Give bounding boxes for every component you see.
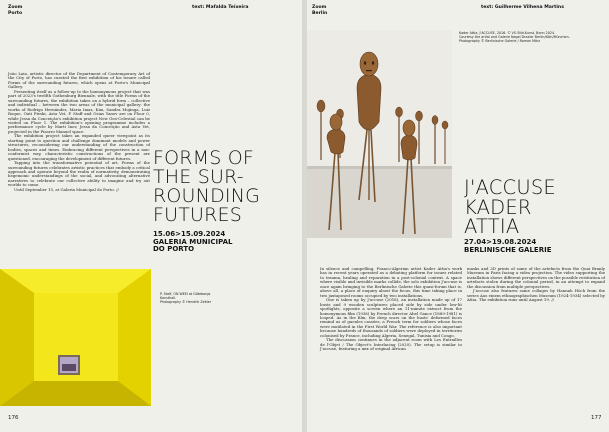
section-label: Zoom xyxy=(312,5,327,10)
paragraph: J'accuse also features some collages by Hannah Höch from the series Aus einem ethnographischen Museum (1924-1934) selected by Attia. The exhibition runs until August 19. // xyxy=(467,288,605,303)
page-number: 176 xyxy=(8,415,19,421)
exhibition-dates: 15.06>15.09.2024 xyxy=(153,230,226,238)
article-body-col1 xyxy=(320,267,462,352)
caption-line: Photography © Hendrik Zeitler xyxy=(160,300,212,304)
paragraph: In silence and compelling, Franco-Algerian artist Kader Attia's work has in recent years operated as a debating platform for issues related to trauma, healing and reparation in a post-colonial context. A space where visible and invisible marks collide, the solo exhibition J'accuse is once again bringing to the Berlinische Galerie this quasi-forum that is, above all, a place of enquiry about the focus, this time taking place in two juxtaposed rooms occupied by two installations. xyxy=(320,266,462,298)
paragraph: Presenting itself as a follow-up to the homonymous project that was part of 2023's twelfth Gothenburg Biennale, with the title Forms of the surrounding futures, the exhibition takes on a hybrid form – collective and individual – between the two areas of the municipal gallery: the works of Rodrigo Hernández, Maria Imaz, Kim, Sandra Mujinga, Luiz Roque, Outi Pieski, Asta Vet, P. Staff and Osias Yanov are on Floor 0, while Jessa da Conceição's exhibition project New Geo-Celestial can be visited on Floor 1. The exhibition's opening programme includes a performance cycle by Marti Inov, Jessa da Conceição and Asta Vet, projected in the Pisarro Manuel space. xyxy=(8,88,150,134)
paragraph: Until September 15, at Galeria Municipal do Porto. // xyxy=(14,186,119,192)
exhibition-dates: 27.04>19.08.2024 xyxy=(464,238,537,246)
title-line: ATTIA xyxy=(464,215,520,238)
paragraph: masks and 3D prints of some of the artefacts from the Quai Branly Museum in Paris facing a video projection. The video supporting the installation shows different perspectives on the possible restitution of artefacts stolen during the colonial period, in an attempt to expand the discussion from multiple perspectives. xyxy=(467,266,605,289)
title-line: THE SUR- xyxy=(153,166,244,188)
photo-caption xyxy=(160,292,240,304)
article-title xyxy=(153,149,260,225)
article-title xyxy=(464,178,556,237)
caption-line: P. Staff, ON WEEI at Göteborgs xyxy=(160,292,211,296)
title-line: J'ACCUSE xyxy=(464,176,556,199)
author-credit: text: Guilherme Vilhena Martins xyxy=(481,5,564,10)
venue-line: BERLINISCHE GALERIE xyxy=(464,245,552,254)
city-label: Porto xyxy=(8,11,23,16)
paragraph: João Laia, artistic director of the Department of Contemporary Art of the City of Porto, has curated the first exhibition of his tenure called Forms of the surrounding futures, which opens at Porto's Municipal Gallery. xyxy=(8,71,150,90)
paragraph: One is taken up by J'accuse (2016), an installation made up of 17 busts and 9 wooden sculptures placed side by side under low-lit spotlights, opposite a screen where an 11-minute extract from the homonymous film (1938) by French director Abel Gance (1889-1981) is looped. As in the film, the deep scars on the busts' deformed faces remind us of gueules cassées, a French term for soldiers whose faces were mutilated in the First World War. The reference is also important because hundreds of thousands of soldiers were deployed in territories colonised by France, including Algeria, Senegal, Tunisia and Congo. xyxy=(320,297,462,338)
title-line: ROUNDING xyxy=(153,185,261,207)
city-label: Berlin xyxy=(312,11,328,16)
caption-line: Kader Attia, J'ACCUSE, 2016. © VG Bild-Kunst, Bonn 2024. xyxy=(459,31,556,35)
paragraph: Tapping into the transformative potential of art, Forms of the surrounding futures celebrates artistic practices that embody a critical approach and operate beyond the realm of normativity, demonstrating hegemonic understandings of the social, and advocating alternative narratives to celebrate our collective ability to imagine and try out worlds to come. xyxy=(8,160,150,188)
caption-line: Photography © Berlinische Galerie / Roman März xyxy=(459,39,541,43)
installation-photo xyxy=(0,269,151,406)
title-line: FORMS OF xyxy=(153,147,255,169)
left-page xyxy=(0,0,302,432)
author-credit: text: Mafalda Teixeira xyxy=(192,5,249,10)
caption-line: Konsthall. xyxy=(160,296,177,300)
title-line: FUTURES xyxy=(153,204,243,226)
right-page xyxy=(307,0,609,432)
venue-line: GALERIA MUNICIPAL xyxy=(153,237,233,246)
section-label: Zoom xyxy=(8,5,23,10)
venue-line: DO PORTO xyxy=(153,245,195,254)
page-number: 177 xyxy=(591,415,602,421)
exhibition-info xyxy=(153,231,232,254)
paragraph: The discussion continues in the adjacent room with Les Entrailles de l'Objet / The Object's Interlacing (2020). The setup is similar to J'accuse, featuring a mix of original African xyxy=(320,337,462,352)
paragraph: The exhibition project takes an expanded queer viewpoint as its starting point to question and challenge dominant models and power structures, reconsidering our understanding of the construction of bodies, spaces and times. Embracing different perspectives in a non-conformist way, characteristic constructions of the present are questioned, encouraging the development of different futures. xyxy=(8,133,150,161)
article-body-col2 xyxy=(467,267,605,303)
caption-line: Courtesy the artist and Galerie Nagel Draxler Berlin/Köln/München. xyxy=(459,35,570,39)
article-body xyxy=(8,72,150,192)
title-line: KADER xyxy=(464,195,532,219)
photo-caption xyxy=(459,31,607,43)
exhibition-info xyxy=(464,239,551,254)
installation-photo xyxy=(307,30,452,238)
